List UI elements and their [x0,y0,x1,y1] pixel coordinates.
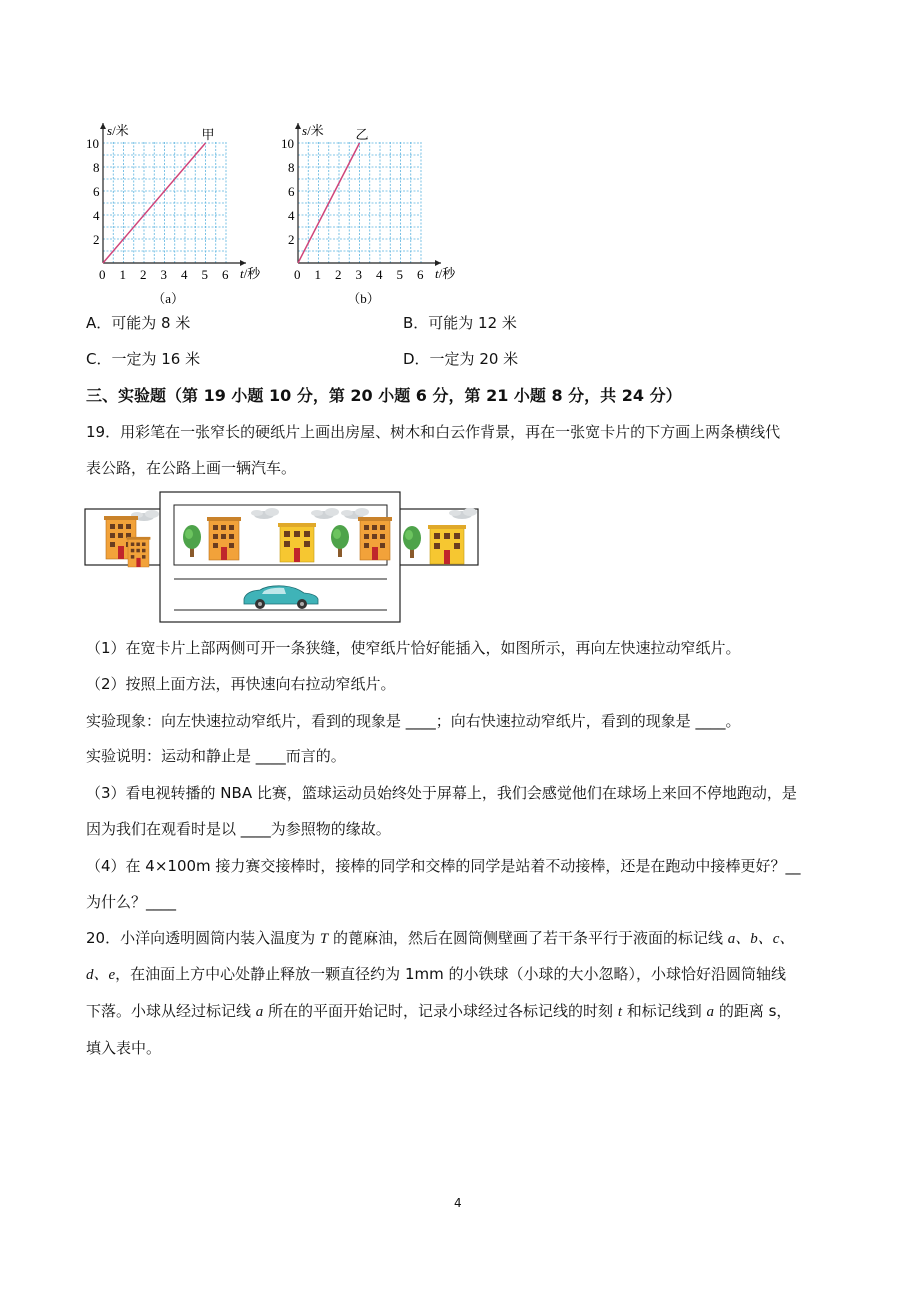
chart-a-y-tick-label: 8 [93,160,100,175]
chart-b-x-tick-label: 0 [294,267,301,282]
chart-a-y-tick-label: 2 [93,232,100,247]
chart-b-y-arrow [295,123,301,129]
q20-var-a: a [706,1004,715,1020]
option-a: A．可能为 8 米 [86,314,191,332]
chart-a-y-tick-label: 4 [93,208,100,223]
q19-intro-line1: 19．用彩笔在一张窄长的硬纸片上画出房屋、树木和白云作背景，再在一张宽卡片的下方画上两条横线代 [86,423,781,441]
q20-vars: d、e [86,967,116,983]
q20-line4: 填入表中。 [86,1039,162,1057]
chart-a-x-tick-label: 1 [119,267,126,282]
q20-var-a: a [255,1004,264,1020]
q19-illustration [84,491,479,623]
chart-a-series-label: 甲 [201,127,215,142]
chart-a-y-axis-label: s/米 [107,123,129,138]
q19-step4-line2: 为什么？____ [86,893,177,911]
chart-a-y-tick-label: 10 [86,136,99,151]
chart-a-y-arrow [100,123,106,129]
q20-vars: a、b、c、 [727,931,795,947]
q20-text: 的距离 s， [714,1002,792,1020]
q19-explanation: 实验说明：运动和静止是 ____而言的。 [86,747,346,765]
chart-a-caption: （a） [152,291,184,306]
chart-a-x-tick-label: 5 [201,267,208,282]
q20-text: ，在油面上方中心处静止释放一颗直径约为 1mm 的小铁球（小球的大小忽略），小球恰好沿圆筒轴线 [115,965,786,983]
q20-text: 和标记线到 [622,1002,707,1020]
chart-b-y-tick-label: 6 [288,184,295,199]
chart-a-x-tick-label: 0 [99,267,106,282]
chart-a-svg [85,116,265,306]
option-d: D．一定为 20 米 [403,350,519,368]
chart-b [280,116,470,306]
q19-step2: （2）按照上面方法，再快速向右拉动窄纸片。 [86,675,396,693]
chart-b-x-axis-label: t/秒 [435,266,456,281]
chart-b-x-tick-label: 1 [314,267,321,282]
q19-step4-line1: （4）在 4×100m 接力赛交接棒时，接棒的同学和交棒的同学是站着不动接棒，还是在跑动中接棒更好？__ [86,857,801,875]
chart-b-svg [280,116,470,306]
chart-a-x-tick-label: 4 [181,267,188,282]
q19-step1: （1）在宽卡片上部两侧可开一条狭缝，使窄纸片恰好能插入，如图所示，再向左快速拉动窄纸片。 [86,639,741,657]
q19-intro-line2: 表公路，在公路上画一辆汽车。 [86,459,297,477]
q20-line1 [86,928,794,949]
chart-a [85,116,265,306]
q19-step3-line2: 因为我们在观看时是以 ____为参照物的缘故。 [86,820,391,838]
chart-a-x-tick-label: 3 [160,267,167,282]
option-b: B．可能为 12 米 [403,314,517,332]
q20-text: 下落。小球从经过标记线 [86,1002,256,1020]
section-heading: 三、实验题（第 19 小题 10 分，第 20 小题 6 分，第 21 小题 8 分，共 24 分） [86,386,682,405]
chart-b-y-tick-label: 2 [288,232,295,247]
chart-b-y-tick-label: 8 [288,160,295,175]
q19-phenomenon: 实验现象：向左快速拉动窄纸片，看到的现象是 ____；向右快速拉动窄纸片，看到的现象是 ____。 [86,712,741,730]
q20-text: 20．小洋向透明圆筒内装入温度为 [86,929,320,947]
chart-b-y-axis-label: s/米 [302,123,324,138]
option-c: C．一定为 16 米 [86,350,201,368]
chart-b-caption: （b） [347,291,380,306]
chart-b-y-tick-label: 10 [281,136,294,151]
page-number: 4 [454,1196,462,1210]
chart-b-series-label: 乙 [355,127,369,142]
q20-line2 [86,964,786,985]
q19-step3-line1: （3）看电视转播的 NBA 比赛，篮球运动员始终处于屏幕上，我们会感觉他们在球场上来回不停地跑动，是 [86,784,797,802]
chart-b-x-tick-label: 5 [396,267,403,282]
chart-b-x-tick-label: 4 [376,267,383,282]
chart-a-x-axis-label: t/秒 [240,266,261,281]
q20-text: 所在的平面开始记时，记录小球经过各标记线的时刻 [263,1002,618,1020]
q20-line3 [86,1001,791,1022]
chart-a-x-tick-label: 2 [140,267,147,282]
chart-b-x-tick-label: 3 [355,267,362,282]
chart-a-x-tick-label: 6 [222,267,229,282]
q20-var-T: T [319,931,329,947]
q20-var-t: t [617,1004,622,1020]
chart-b-y-tick-label: 4 [288,208,295,223]
chart-b-x-tick-label: 6 [417,267,424,282]
q20-text: 的蓖麻油，然后在圆筒侧壁画了若干条平行于液面的标记线 [328,929,728,947]
chart-b-x-tick-label: 2 [335,267,342,282]
chart-a-y-tick-label: 6 [93,184,100,199]
